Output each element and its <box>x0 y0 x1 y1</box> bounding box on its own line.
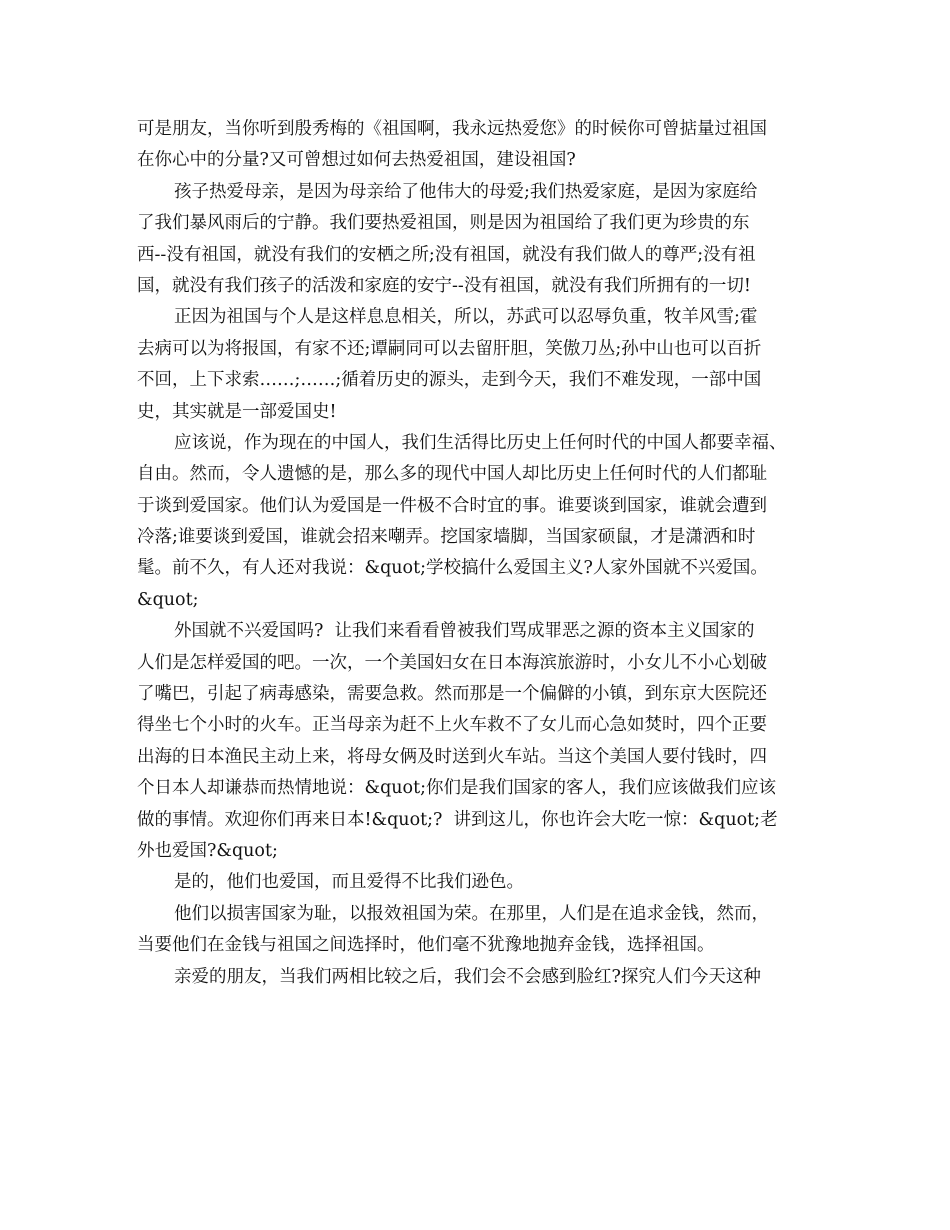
text-line: 史，其实就是一部爱国史! <box>137 401 337 422</box>
text-line: 髦。前不久，有人还对我说：&quot;学校搞什么爱国主义?人家外国就不兴爱国。 <box>137 558 768 579</box>
text-line: 做的事情。欢迎你们再来日本!&quot;? 讲到这儿，你也许会大吃一惊：&quot;老 <box>137 809 778 830</box>
paragraph-start-line: 应该说，作为现在的中国人，我们生活得比历史上任何时代的中国人都要幸福、 <box>174 432 787 453</box>
text-line: 了嘴巴，引起了病毒感染，需要急救。然而那是一个偏僻的小镇，到东京大医院还 <box>137 684 767 705</box>
text-line: 在你心中的分量?又可曾想过如何去热爱祖国，建设祖国? <box>137 150 576 171</box>
text-line: 可是朋友，当你听到殷秀梅的《祖国啊，我永远热爱您》的时候你可曾掂量过祖国 <box>137 119 767 139</box>
text-line: 于谈到爱国家。他们认为爱国是一件极不合时宜的事。谁要谈到国家，谁就会遭到 <box>137 495 767 516</box>
text-line: 得坐七个小时的火车。正当母亲为赶不上火车救不了女儿而心急如焚时，四个正要 <box>137 715 767 736</box>
text-line: 不回，上下求索……;……;循着历史的源头，走到今天，我们不难发现，一部中国 <box>137 370 762 391</box>
text-line: 冷落;谁要谈到爱国，谁就会招来嘲弄。挖国家墙脚，当国家硕鼠，才是潇洒和时 <box>137 527 756 548</box>
paragraph-start-line: 孩子热爱母亲，是因为母亲给了他伟大的母爱;我们热爱家庭，是因为家庭给 <box>174 181 758 202</box>
text-line: 个日本人却谦恭而热情地说：&quot;你们是我们国家的客人，我们应该做我们应该 <box>137 778 777 799</box>
text-line: 外也爱国?&quot; <box>137 840 278 861</box>
paragraph-start-line: 外国就不兴爱国吗? 让我们来看看曾被我们骂成罪恶之源的资本主义国家的 <box>174 621 755 642</box>
text-line: 人们是怎样爱国的吧。一次，一个美国妇女在日本海滨旅游时，小女儿不小心划破 <box>137 652 767 673</box>
text-line: 自由。然而，令人遗憾的是，那么多的现代中国人却比历史上任何时代的人们都耻 <box>137 464 767 485</box>
text-line: 国，就没有我们孩子的活泼和家庭的安宁--没有祖国，就没有我们所拥有的一切! <box>137 275 751 296</box>
text-line: 西--没有祖国，就没有我们的安栖之所;没有祖国，就没有我们做人的尊严;没有祖 <box>137 244 756 265</box>
paragraph-start-line: 他们以损害国家为耻，以报效祖国为荣。在那里，人们是在追求金钱，然而， <box>174 903 769 924</box>
paragraph-start-line: 是的，他们也爱国，而且爱得不比我们逊色。 <box>174 872 524 893</box>
essay-body <box>137 114 817 993</box>
text-line: 出海的日本渔民主动上来，将母女俩及时送到火车站。当这个美国人要付钱时，四 <box>137 746 767 767</box>
paragraph-start-line: 亲爱的朋友，当我们两相比较之后，我们会不会感到脸红?探究人们今天这种 <box>174 966 761 987</box>
text-line: 了我们暴风雨后的宁静。我们要热爱祖国，则是因为祖国给了我们更为珍贵的东 <box>137 213 750 234</box>
text-line: 去病可以为将报国，有家不还;谭嗣同可以去留肝胆，笑傲刀丛;孙中山也可以百折 <box>137 338 762 359</box>
text-line: 当要他们在金钱与祖国之间选择时，他们毫不犹豫地抛弃金钱，选择祖国。 <box>137 935 715 956</box>
paragraph-start-line: 正因为祖国与个人是这样息息相关，所以，苏武可以忍辱负重，牧羊风雪;霍 <box>174 307 758 328</box>
text-line: &quot; <box>137 589 199 610</box>
